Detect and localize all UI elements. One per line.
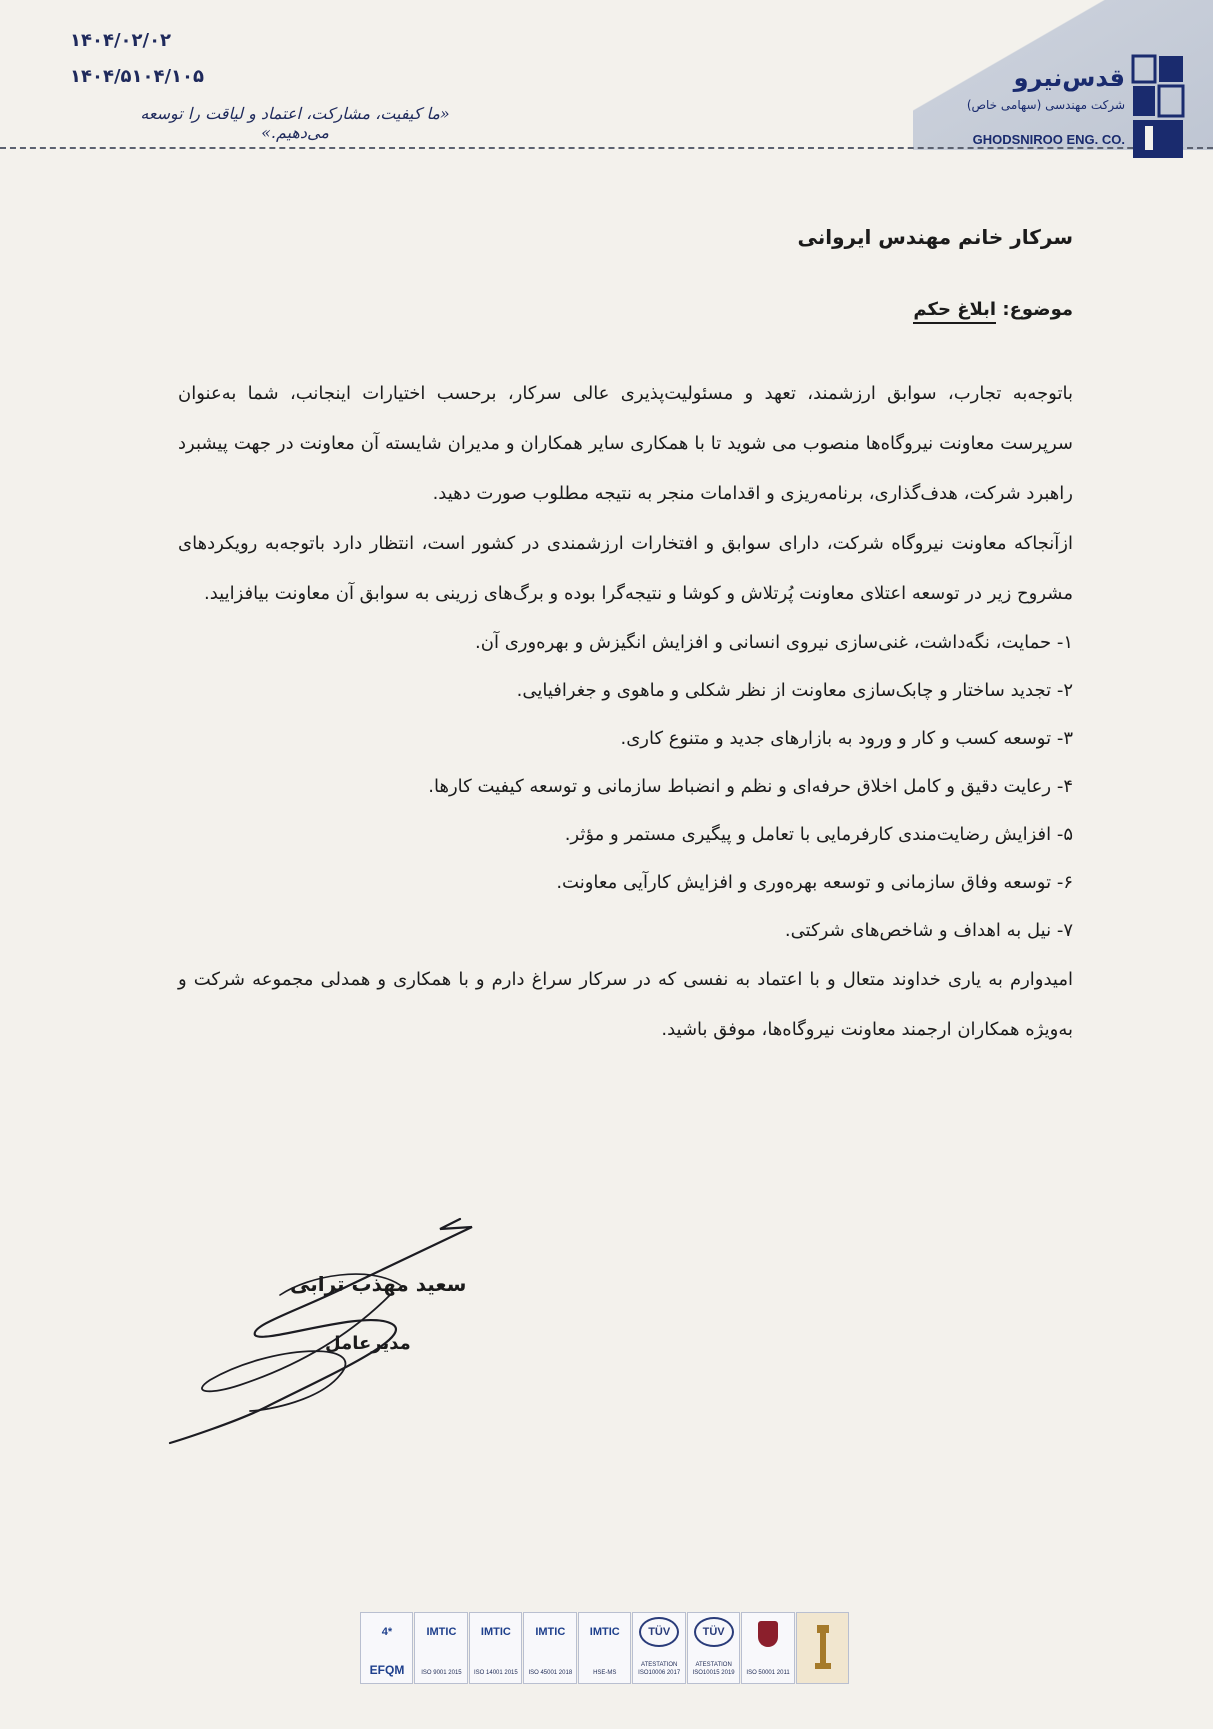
certification-label: IMTIC [426,1626,457,1638]
signature-block [150,1215,490,1445]
list-item: ۲- تجدید ساختار و چابک‌سازی معاونت از نظر شکلی و ماهوی و جغرافیایی. [516,680,1073,701]
efqm-star-icon: 4* [381,1626,393,1638]
letterhead [0,0,1213,160]
award-emblem-icon [811,1623,835,1673]
certification-code: ISO 50001 2011 [746,1670,790,1676]
subject-label: موضوع: [1002,299,1073,320]
list-item: ۳- توسعه کسب و کار و ورود به بازارهای جدید و متنوع کاری. [620,728,1073,749]
certification-badge [687,1612,740,1684]
company-subtitle: شرکت مهندسی (سهامی خاص) [966,98,1125,112]
list-item: ۷- نیل به اهداف و شاخص‌های شرکتی. [784,920,1073,941]
letter-date: ۱۴۰۴/۰۲/۰۲ [70,30,172,51]
certification-badge [414,1612,467,1684]
signatory-title: مدیرعامل [325,1333,411,1354]
certification-badge [360,1612,413,1684]
company-logo [920,52,1195,160]
certification-badges [360,1612,850,1684]
list-item: ۱- حمایت، نگه‌داشت، غنی‌سازی نیروی انسانی و افزایش انگیزش و بهره‌وری آن. [475,632,1073,653]
certification-badge [796,1612,849,1684]
subject-value: ابلاغ حکم [913,299,996,324]
certification-label: TÜV [639,1617,679,1647]
company-logo-icon [1129,52,1187,160]
certification-code: HSE-MS [593,1670,617,1676]
reference-number: ۱۴۰۴/۵۱۰۴/۱۰۵ [70,66,204,87]
certification-badge [741,1612,794,1684]
subject-line [178,299,1073,369]
certification-label: IMTIC [535,1626,566,1638]
closing-paragraph: امیدوارم به یاری خداوند متعال و با اعتماد به نفسی که در سرکار سراغ دارم و با همکاری و همدلی مجموعه شرکت و به‌ویژه همکاران ارجمند معاونت نیروگاه‌ها، موفق باشید. [178,969,1073,1040]
certification-badge [578,1612,631,1684]
paragraph-appointment: باتوجه‌به تجارب، سوابق ارزشمند، تعهد و مسئولیت‌پذیری عالی سرکار، برحسب اختیارات اینجانب، شما به‌عنوان سرپرست معاونت نیروگاه‌ها منصوب می شوید تا با همکاری سایر همکاران و مدیران شایسته آن معاونت در جهت پیشبرد راهبرد شرکت، هدف‌گذاری، برنامه‌ریزی و اقدامات منجر به نتیجه مطلوب صورت دهید. [178,383,1073,504]
signatory-name: سعید مهذب ترابی [290,1272,467,1296]
certification-code: ATESTATION ISO10006 2017 [638,1662,681,1676]
certification-code: ISO 45001 2018 [528,1670,573,1676]
certification-label: IMTIC [480,1626,511,1638]
company-name-english: GHODSNIROO ENG. CO. [972,132,1125,147]
list-item: ۴- رعایت دقیق و کامل اخلاق حرفه‌ای و نظم و انضباط سازمانی و توسعه کیفیت کارها. [428,776,1073,797]
company-name: قدس‌نیرو [1013,64,1125,92]
crest-icon [758,1621,778,1647]
company-motto: «ما کیفیت، مشارکت، اعتماد و لیاقت را توسعه می‌دهیم.» [140,104,450,142]
certification-code: ISO 9001 2015 [421,1670,462,1676]
letter-body [178,225,1073,1055]
paragraph-expectations: ازآنجاکه معاونت نیروگاه شرکت، دارای سوابق و افتخارات ارزشمندی در کشور است، انتظار دارد باتوجه‌به رویکردهای مشروح زیر در توسعه اعتلای معاونت پُرتلاش و کوشا و نتیجه‌گرا بوده و برگ‌های زرینی به سوابق آن معاونت بیافزایید. [178,533,1073,604]
list-item: ۵- افزایش رضایت‌مندی کارفرمایی با تعامل و پیگیری مستمر و مؤثر. [564,824,1073,845]
certification-label: IMTIC [589,1626,620,1638]
certification-badge [523,1612,576,1684]
certification-code: ISO 14001 2015 [474,1670,518,1676]
list-item: ۶- توسعه وفاق سازمانی و توسعه بهره‌وری و افزایش کارآیی معاونت. [556,872,1073,893]
certification-badge [469,1612,522,1684]
certification-label: EFQM [369,1663,405,1677]
recipient: سرکار خانم مهندس ایروانی [797,225,1073,249]
handwritten-signature [150,1215,490,1445]
certification-code: ATESTATION ISO10015 2019 [692,1662,735,1676]
certification-badge [632,1612,685,1684]
certification-label: TÜV [694,1617,734,1647]
reference-block [70,30,220,102]
